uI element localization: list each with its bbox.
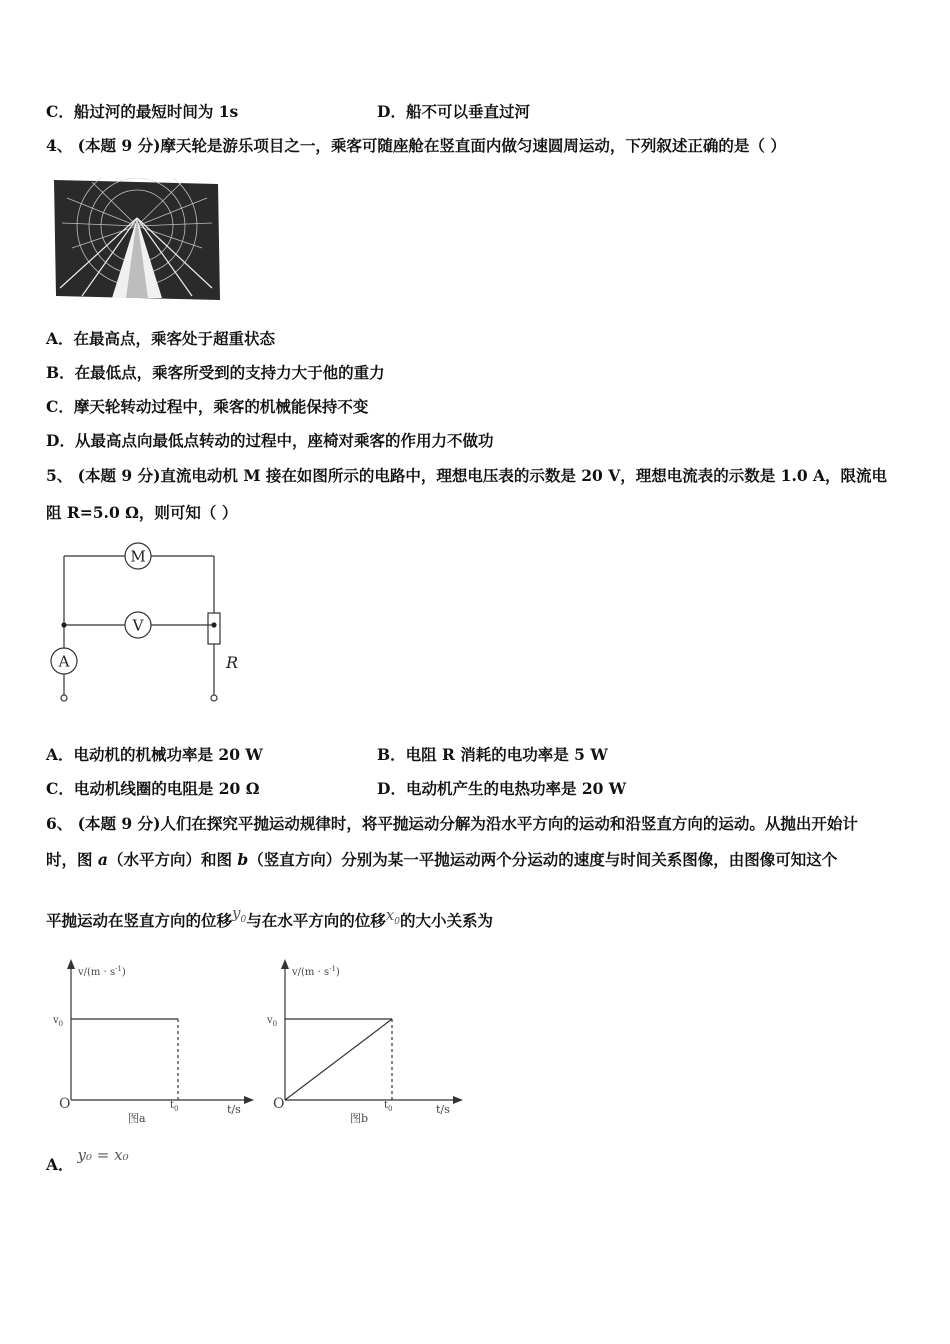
q5-stem-line2: 阻 R=5.0 Ω，则可知（ ） — [46, 503, 238, 522]
q5-option-b: B．电阻 R 消耗的电功率是 5 W — [377, 745, 608, 764]
q5-option-c: C．电动机线圈的电阻是 20 Ω — [46, 779, 260, 798]
q4-stem: 4、 (本题 9 分)摩天轮是游乐项目之一，乘客可随座舱在竖直面内做匀速圆周运动，下列叙述正确的是（ ） — [46, 136, 786, 155]
q6-stem-line3: 平抛运动在竖直方向的位移$y_0$与在水平方向的位移$x_0$的大小关系为 — [46, 904, 493, 930]
graph-b-ylabel: $v/(m \cdot s^{-1})$ — [292, 965, 340, 978]
q4-option-a: A．在最高点，乘客处于超重状态 — [46, 329, 276, 348]
q5-stem-line1: 5、 (本题 9 分)直流电动机 M 接在如图所示的电路中，理想电压表的示数是 20 V，理想电流表的示数是 1.0 A，限流电 — [46, 466, 888, 485]
graph-b-t0: $t_0$ — [384, 1100, 393, 1113]
circuit-diagram — [44, 538, 254, 712]
y0-symbol: $y_0$ — [232, 904, 247, 925]
graph-a — [50, 956, 260, 1134]
q5-option-d: D．电动机产生的电热功率是 20 W — [377, 779, 627, 798]
q4-option-b: B．在最低点，乘客所受到的支持力大于他的重力 — [46, 363, 385, 382]
graph-b — [264, 956, 474, 1134]
graph-a-origin: O — [59, 1096, 71, 1112]
graph-a-caption: 图a — [128, 1112, 146, 1125]
motor-symbol: M — [130, 547, 146, 566]
q6-option-a-expr: y₀ = x₀ — [77, 1146, 129, 1164]
voltmeter-symbol: V — [132, 616, 144, 635]
graph-a-t0: $t_0$ — [170, 1100, 179, 1113]
q4-option-c: C．摩天轮转动过程中，乘客的机械能保持不变 — [46, 397, 369, 416]
q3-option-d: D．船不可以垂直过河 — [377, 102, 530, 121]
graph-b-caption: 图b — [350, 1112, 369, 1125]
q6-option-a-label: A． — [46, 1155, 74, 1174]
resistor-label: R — [226, 653, 239, 672]
graph-a-v0: $v_0$ — [53, 1015, 64, 1028]
graph-b-v0: $v_0$ — [267, 1015, 278, 1028]
q5-option-a: A．电动机的机械功率是 20 W — [46, 745, 263, 764]
q3-option-c: C．船过河的最短时间为 1s — [46, 102, 239, 121]
graph-b-xlabel: t/s — [436, 1103, 450, 1116]
q4-option-d: D．从最高点向最低点转动的过程中，座椅对乘客的作用力不做功 — [46, 431, 494, 450]
q6-stem-line1: 6、 (本题 9 分)人们在探究平抛运动规律时，将平抛运动分解为沿水平方向的运动和沿竖直方向的运动。从抛出开始计 — [46, 814, 858, 833]
graph-a-xlabel: t/s — [227, 1103, 241, 1116]
graph-b-origin: O — [273, 1096, 285, 1112]
q6-stem-line2: 时，图 a（水平方向）和图 b（竖直方向）分别为某一平抛运动两个分运动的速度与时间关系图像，由图像可知这个 — [46, 850, 838, 869]
graph-a-ylabel: $v/(m \cdot s^{-1})$ — [78, 965, 126, 978]
ferris-wheel-photo — [52, 178, 222, 306]
q6-option-a — [46, 1146, 129, 1176]
ammeter-symbol: A — [58, 652, 70, 671]
x0-symbol: $x_0$ — [385, 906, 400, 927]
